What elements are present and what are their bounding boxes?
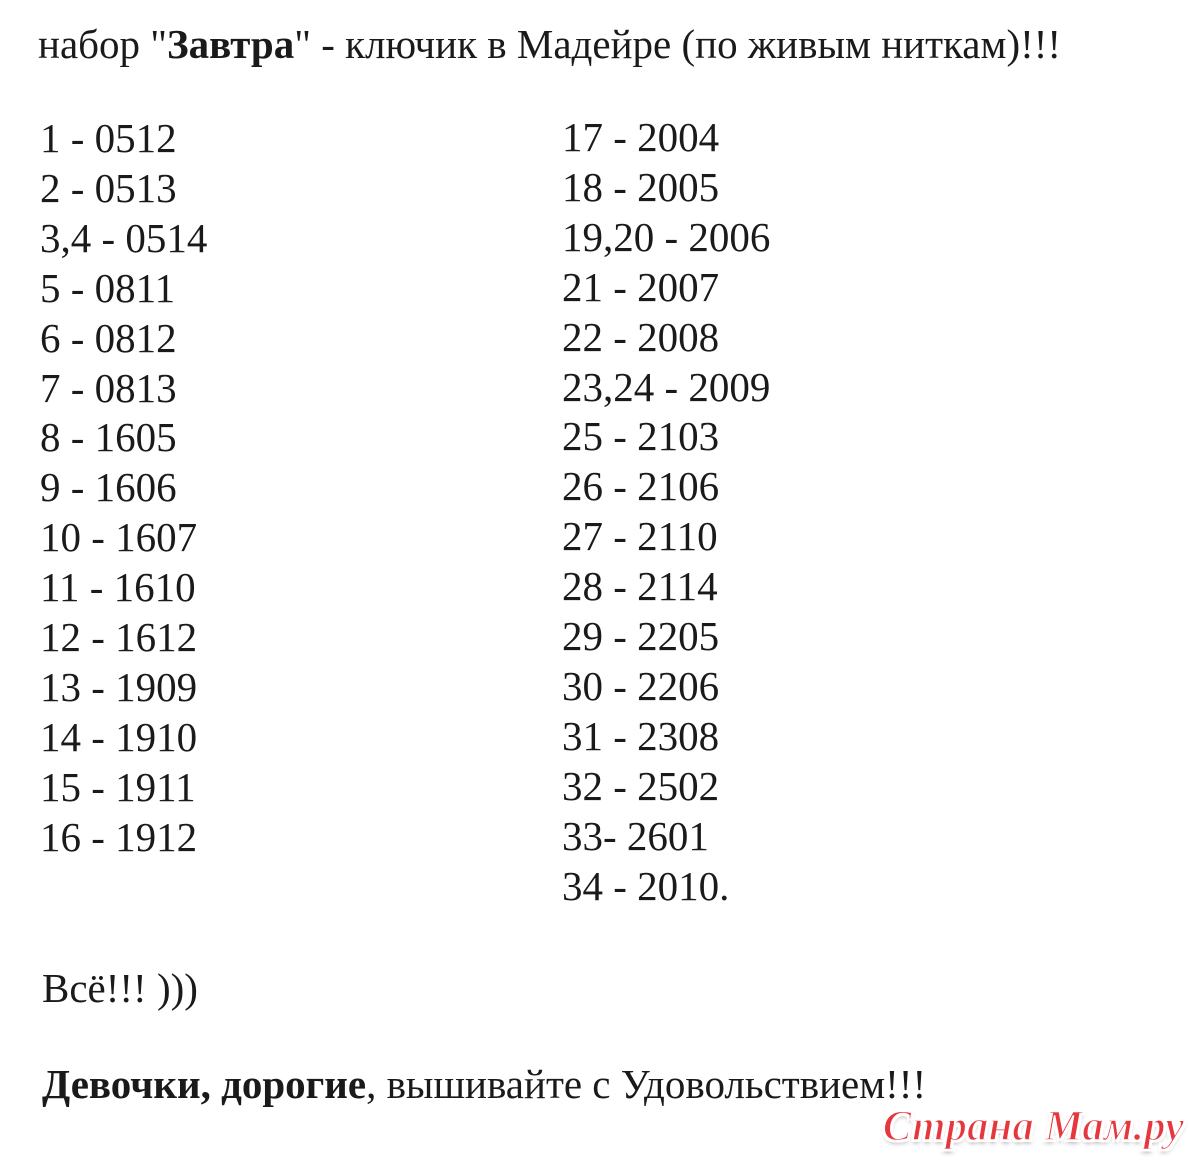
thread-entry: 22 - 2008	[562, 313, 720, 360]
thread-entry: 31 - 2308	[562, 712, 720, 759]
title-kit-name: Завтра	[167, 21, 295, 67]
thread-entry: 1 - 0512	[40, 115, 177, 161]
thread-list-left	[40, 114, 207, 863]
thread-entry: 16 - 1912	[40, 813, 198, 860]
thread-entry: 30 - 2206	[562, 662, 720, 709]
thread-entry: 26 - 2106	[562, 463, 720, 510]
thread-entry: 5 - 0811	[40, 264, 176, 311]
thread-entry: 13 - 1909	[40, 663, 198, 710]
thread-entry: 18 - 2005	[562, 163, 720, 210]
thread-entry: 6 - 0812	[40, 314, 177, 361]
title-prefix: набор "	[38, 21, 167, 67]
thread-entry: 2 - 0513	[40, 164, 177, 211]
thread-entry: 14 - 1910	[40, 713, 198, 760]
thread-entry: 15 - 1911	[40, 763, 196, 810]
thread-entry: 11 - 1610	[40, 564, 196, 611]
closing-bold-greeting: Девочки, дорогие	[42, 1061, 367, 1107]
thread-entry: 10 - 1607	[40, 514, 198, 561]
thread-entry: 28 - 2114	[562, 563, 718, 610]
thread-entry: 17 - 2004	[562, 114, 720, 160]
thread-entry: 34 - 2010.	[562, 862, 730, 909]
title-suffix: " - ключик в Мадейре (по живым ниткам)!!!	[294, 21, 1062, 67]
thread-entry: 21 - 2007	[562, 263, 720, 310]
thread-entry: 23,24 - 2009	[562, 363, 771, 410]
closing-rest: , вышивайте с Удовольствием!!!	[366, 1061, 927, 1107]
thread-list-right	[562, 113, 770, 912]
thread-entry: 25 - 2103	[562, 413, 720, 460]
site-watermark: Страна Мам.ру	[882, 1103, 1184, 1150]
closing-line	[42, 1058, 926, 1110]
thread-entry: 27 - 2110	[562, 513, 718, 560]
thread-entry: 9 - 1606	[40, 464, 177, 511]
thread-entry: 33- 2601	[562, 812, 709, 859]
thread-entry: 29 - 2205	[562, 613, 720, 660]
page-title	[38, 18, 1061, 70]
thread-entry: 3,4 - 0514	[40, 214, 208, 261]
thread-entry: 19,20 - 2006	[562, 213, 771, 260]
thread-entry: 8 - 1605	[40, 414, 177, 461]
thread-entry: 7 - 0813	[40, 364, 177, 411]
thread-entry: 32 - 2502	[562, 762, 720, 809]
done-note: Всё!!! )))	[42, 965, 198, 1011]
thread-entry: 12 - 1612	[40, 614, 198, 661]
